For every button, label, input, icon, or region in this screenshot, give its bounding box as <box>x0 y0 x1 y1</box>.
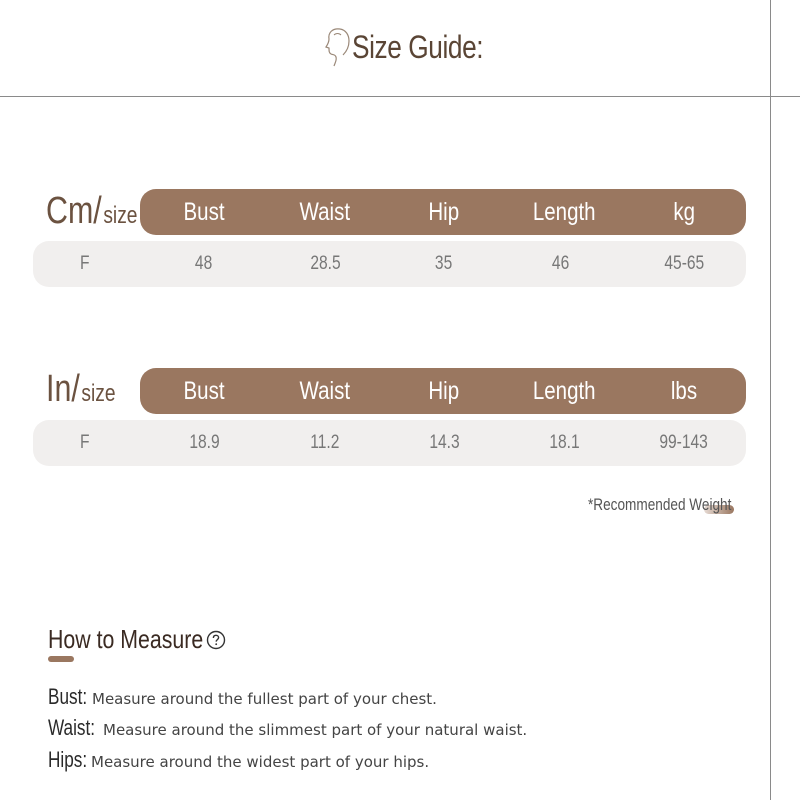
how-to-measure-heading: How to Measure <box>48 624 226 655</box>
cm-cell-bust: 48 <box>195 253 213 274</box>
in-unit-sub: size <box>81 380 116 407</box>
recommended-weight-note: *Recommended Weight <box>588 493 748 519</box>
in-header-lbs: lbs <box>670 377 698 405</box>
cm-header-hip: Hip <box>428 198 460 226</box>
right-divider <box>770 0 771 800</box>
cm-cell-kg: 45-65 <box>664 253 704 274</box>
cm-unit-label <box>46 190 137 233</box>
face-profile-icon <box>322 25 352 69</box>
title-group <box>322 22 512 72</box>
page-title: Size Guide: <box>352 28 484 65</box>
in-cell-hip: 14.3 <box>428 432 460 453</box>
in-cell-waist: 11.2 <box>310 432 340 453</box>
question-icon <box>206 630 226 650</box>
in-header-hip: Hip <box>428 377 460 405</box>
in-header-bar <box>140 368 746 414</box>
cm-header-length: Length <box>532 198 596 226</box>
cm-unit-sub: size <box>103 202 138 229</box>
in-unit-label <box>46 368 116 411</box>
cm-header-bust: Bust <box>183 198 225 226</box>
in-header-waist: Waist <box>299 377 351 405</box>
cm-header-waist: Waist <box>299 198 351 226</box>
in-cell-size: F <box>80 432 90 453</box>
cm-cell-waist: 28.5 <box>309 253 341 274</box>
cm-unit-main: Cm/ <box>46 190 102 232</box>
measure-waist: Waist: Measure around the slimmest part of your natural waist. <box>48 715 528 740</box>
cm-data-row <box>33 241 746 287</box>
cm-cell-length: 46 <box>552 253 570 274</box>
cm-header-bar <box>140 189 746 235</box>
measure-bust: Bust: Measure around the fullest part of your chest. <box>48 684 437 709</box>
in-unit-main: In/ <box>46 368 80 410</box>
cm-header-kg: kg <box>673 198 695 226</box>
cm-cell-hip: 35 <box>435 253 453 274</box>
in-cell-bust: 18.9 <box>188 432 220 453</box>
in-header-length: Length <box>532 377 596 405</box>
in-cell-lbs: 99-143 <box>659 432 709 453</box>
in-cell-length: 18.1 <box>548 432 580 453</box>
heading-underline <box>48 656 74 662</box>
cm-cell-size: F <box>80 253 90 274</box>
in-header-bust: Bust <box>183 377 225 405</box>
in-data-row <box>33 420 746 466</box>
measure-hips: Hips: Measure around the widest part of your hips. <box>48 747 430 772</box>
